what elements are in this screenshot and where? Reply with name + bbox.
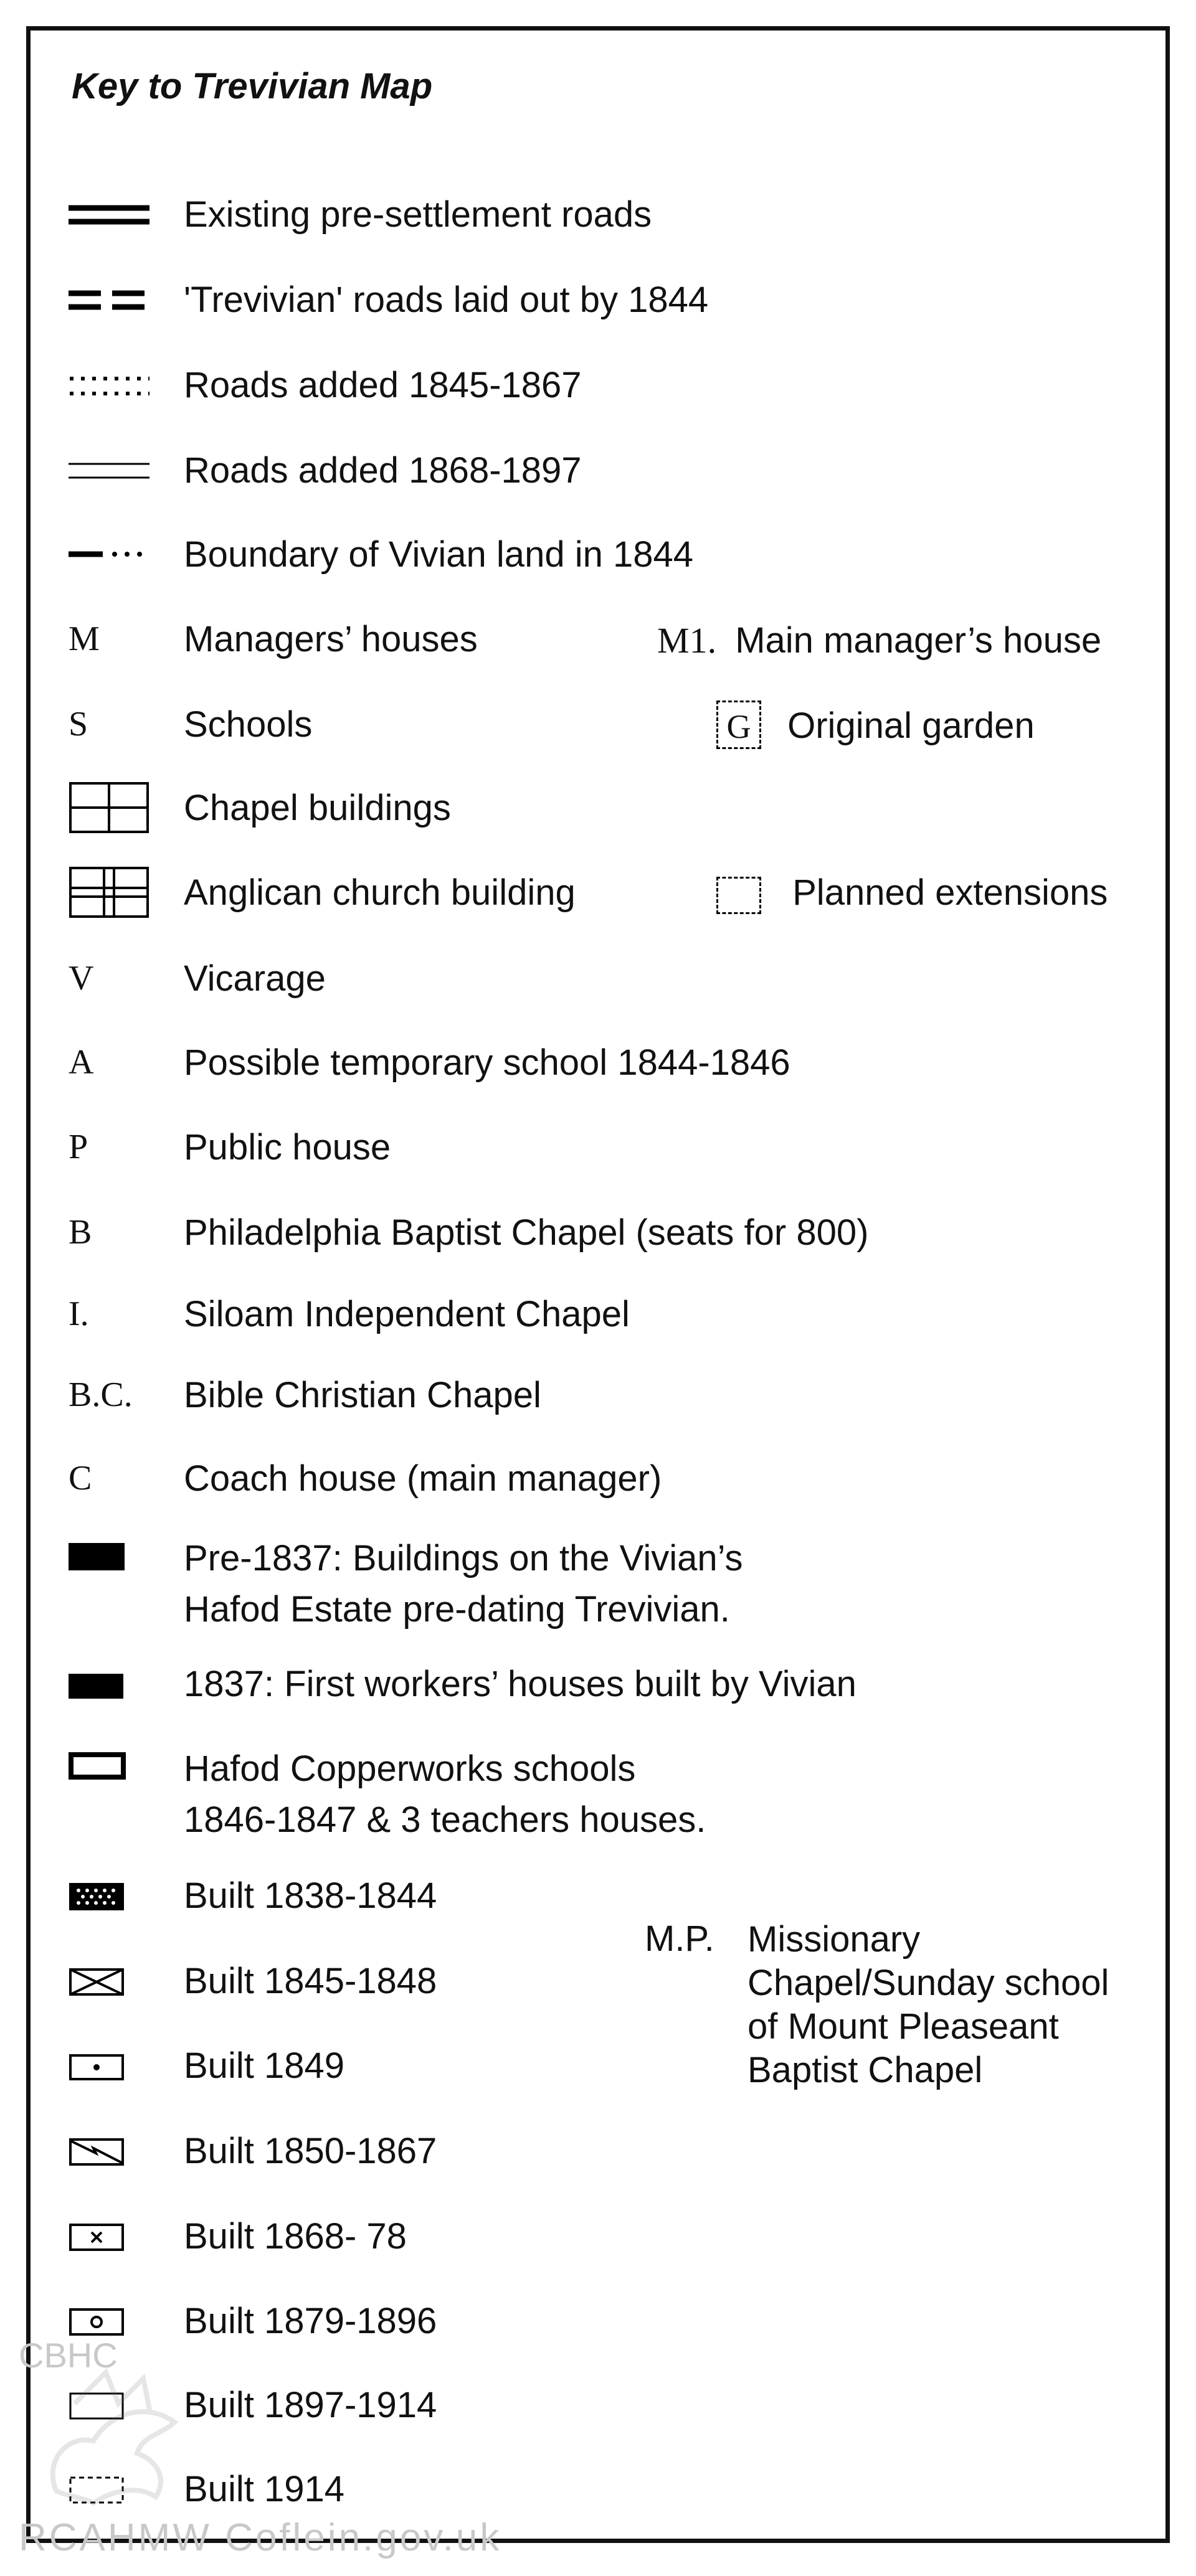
dotted-double-line-icon bbox=[69, 362, 156, 407]
thin-double-line-icon bbox=[69, 448, 156, 493]
legend-label: Built 1914 bbox=[184, 2469, 344, 2509]
mp-line: Missionary bbox=[748, 1919, 921, 1960]
legend-label: Vicarage bbox=[184, 958, 326, 999]
legend-row bbox=[0, 1737, 1196, 1843]
code-c: C bbox=[69, 1459, 92, 1498]
legend-label-line1: Hafod Copperworks schools bbox=[184, 1748, 636, 1789]
legend-row bbox=[0, 1035, 1196, 1091]
legend-label: Chapel buildings bbox=[184, 788, 451, 828]
code-m: M bbox=[69, 620, 100, 658]
thick-double-line-icon bbox=[69, 192, 156, 237]
code-bc: B.C. bbox=[69, 1375, 133, 1414]
legend-row bbox=[0, 187, 1196, 243]
legend-label: Built 1845-1848 bbox=[184, 1961, 437, 2001]
watermark-text: RCAHMW Coflein.gov.uk bbox=[19, 2516, 502, 2559]
extensions-entry bbox=[716, 872, 1108, 914]
legend-row bbox=[0, 272, 1196, 328]
legend-row bbox=[0, 1656, 1196, 1712]
code-i: I. bbox=[69, 1295, 89, 1333]
legend-label: Philadelphia Baptist Chapel (seats for 800) bbox=[184, 1212, 869, 1253]
legend-label: Roads added 1868-1897 bbox=[184, 450, 582, 491]
small-x-icon bbox=[69, 2214, 156, 2258]
legend-label: Built 1849 bbox=[184, 2045, 344, 2086]
legend-row bbox=[0, 1367, 1196, 1423]
legend-label: Bible Christian Chapel bbox=[184, 1375, 541, 1415]
legend-label: Roads added 1845-1867 bbox=[184, 365, 582, 405]
code-v: V bbox=[69, 959, 94, 998]
legend-title: Key to Trevivian Map bbox=[72, 66, 433, 106]
church-box-icon bbox=[69, 870, 156, 915]
legend-row bbox=[0, 1953, 1196, 2009]
legend-row bbox=[0, 2123, 1196, 2179]
solid-black-small-icon bbox=[69, 1661, 156, 1706]
legend-row bbox=[0, 1120, 1196, 1176]
legend-row bbox=[0, 1868, 1196, 1924]
legend-row bbox=[0, 1451, 1196, 1507]
m1-entry bbox=[657, 620, 1101, 661]
code-a: A bbox=[69, 1043, 94, 1082]
garden-label: Original garden bbox=[787, 705, 1035, 746]
legend-label: Managers’ houses bbox=[184, 619, 478, 659]
dashed-double-line-icon bbox=[69, 277, 156, 322]
legend-label: Anglican church building bbox=[184, 872, 576, 913]
code-p: P bbox=[69, 1128, 88, 1166]
legend-label: Built 1850-1867 bbox=[184, 2131, 437, 2171]
legend-row bbox=[0, 1205, 1196, 1261]
legend-label: Possible temporary school 1844-1846 bbox=[184, 1042, 790, 1083]
center-dot-icon bbox=[69, 2043, 156, 2088]
code-b: B bbox=[69, 1213, 92, 1252]
dashed-box-icon bbox=[716, 877, 761, 914]
zigzag-icon bbox=[69, 2128, 156, 2173]
legend-row bbox=[0, 951, 1196, 1007]
legend-label-line2: 1846-1847 & 3 teachers houses. bbox=[184, 1800, 706, 1840]
legend-label: Built 1879-1896 bbox=[184, 2301, 437, 2341]
legend-row bbox=[0, 527, 1196, 583]
chapel-box-icon bbox=[69, 785, 156, 830]
legend-label: Built 1838-1844 bbox=[184, 1875, 437, 1916]
garden-g-icon: G bbox=[716, 701, 761, 749]
legend-row bbox=[0, 780, 1196, 836]
code-s: S bbox=[69, 705, 88, 743]
legend-label-line1: Pre-1837: Buildings on the Vivian’s bbox=[184, 1538, 743, 1578]
legend-label: Public house bbox=[184, 1127, 391, 1168]
dotted-fill-icon bbox=[69, 1873, 156, 1918]
legend-row bbox=[0, 1286, 1196, 1342]
mp-code: M.P. bbox=[645, 1918, 714, 1959]
extensions-label: Planned extensions bbox=[792, 872, 1108, 913]
m1-label: Main manager’s house bbox=[735, 620, 1102, 661]
legend-label bbox=[184, 1533, 743, 1635]
mp-line: Baptist Chapel bbox=[748, 2050, 983, 2090]
legend-label: Boundary of Vivian land in 1844 bbox=[184, 534, 693, 575]
legend-row bbox=[0, 357, 1196, 413]
legend-label: Coach house (main manager) bbox=[184, 1458, 662, 1499]
dash-dot-line-icon bbox=[69, 532, 156, 577]
legend-label: Built 1897-1914 bbox=[184, 2385, 437, 2425]
legend-label: Existing pre-settlement roads bbox=[184, 194, 652, 235]
legend-label: Built 1868- 78 bbox=[184, 2216, 407, 2257]
legend-label: Schools bbox=[184, 704, 313, 745]
legend-row bbox=[0, 443, 1196, 499]
envelope-icon bbox=[69, 1958, 156, 2003]
legend-label-line2: Hafod Estate pre-dating Trevivian. bbox=[184, 1589, 730, 1630]
open-rect-icon bbox=[69, 1742, 156, 1787]
legend-row bbox=[0, 1527, 1196, 1633]
legend-label bbox=[184, 1743, 706, 1846]
solid-black-icon bbox=[69, 1532, 156, 1577]
legend-row bbox=[0, 2038, 1196, 2094]
watermark-top: CBHC bbox=[19, 2336, 118, 2375]
mp-line: Chapel/Sunday school bbox=[748, 1963, 1109, 2003]
garden-entry bbox=[716, 701, 1035, 749]
mp-line: of Mount Pleaseant bbox=[748, 2006, 1059, 2047]
legend-label: 1837: First workers’ houses built by Vivian bbox=[184, 1664, 857, 1704]
legend-label: Siloam Independent Chapel bbox=[184, 1294, 630, 1334]
legend-row bbox=[0, 2209, 1196, 2265]
m1-code: M1. bbox=[657, 620, 717, 661]
legend-label: 'Trevivian' roads laid out by 1844 bbox=[184, 280, 709, 320]
